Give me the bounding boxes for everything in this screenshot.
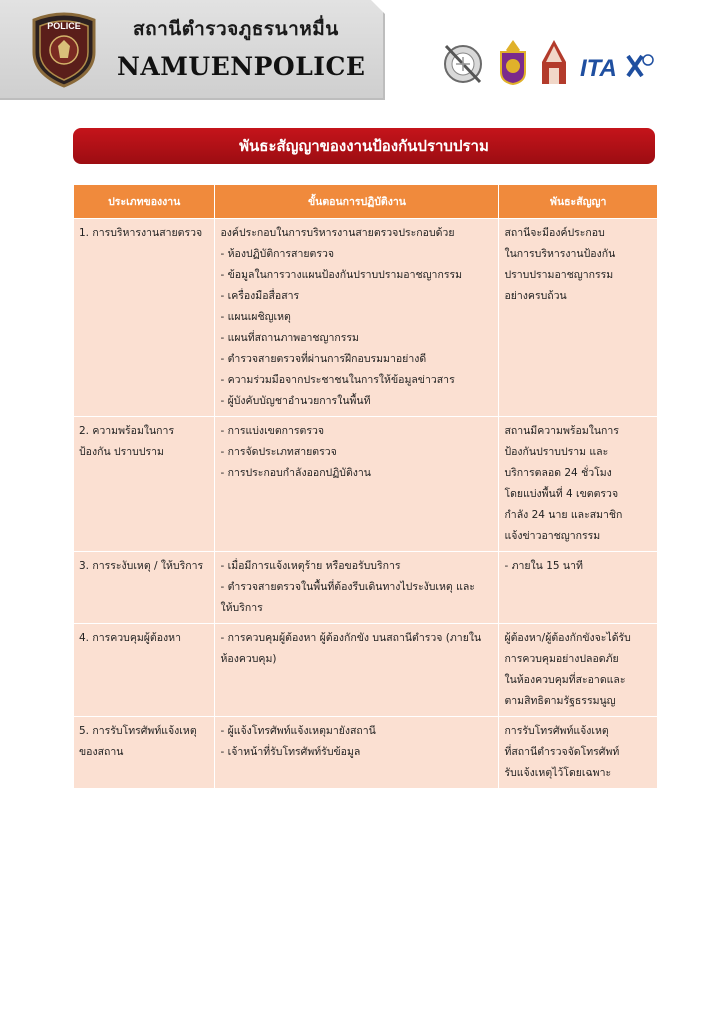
procedure-line: ให้บริการ: [220, 602, 263, 614]
procedure-line: - แผนที่สถานภาพอาชญากรรม: [220, 332, 359, 344]
procedure-cell: [215, 717, 499, 789]
commitment-line: - ภายใน 15 นาที: [504, 560, 583, 572]
procedure-line: - แผนเผชิญเหตุ: [220, 311, 291, 323]
police-emblem-icon: [440, 38, 486, 86]
banner-title: พันธะสัญญาของงานป้องกันปราบปราม: [239, 137, 489, 155]
procedure-line: - เครื่องมือสื่อสาร: [220, 290, 300, 302]
work-type-cell: [74, 219, 215, 417]
work-type-text: 4. การควบคุมผู้ต้องหา: [79, 632, 182, 644]
procedure-line: - เมื่อมีการแจ้งเหตุร้าย หรือขอรับบริการ: [220, 560, 401, 572]
table-row: [74, 417, 658, 552]
badge-label: POLICE: [47, 21, 81, 31]
procedure-line: องค์ประกอบในการบริหารงานสายตรวจประกอบด้วย: [220, 227, 455, 239]
procedure-line: - การประกอบกำลังออกปฏิบัติงาน: [220, 467, 371, 479]
commitment-line: สถานีจะมีองค์ประกอบ: [504, 227, 605, 239]
procedure-cell: [215, 219, 499, 417]
commitment-table: [73, 184, 658, 789]
procedure-line: - เจ้าหน้าที่รับโทรศัพท์รับข้อมูล: [220, 746, 361, 758]
procedure-line: - ความร่วมมือจากประชาชนในการให้ข้อมูลข่าวสาร: [220, 374, 455, 386]
commitment-line: ป้องกันปราบปราม และ: [504, 446, 609, 458]
station-name-thai: สถานีตำรวจภูธรนาหมื่น: [133, 18, 339, 40]
procedure-cell: [215, 624, 499, 717]
commitment-line: ที่สถานีตำรวจจัดโทรศัพท์: [504, 746, 620, 758]
commitment-line: อย่างครบถ้วน: [504, 290, 567, 302]
commitment-line: สถานมีความพร้อมในการ: [504, 425, 619, 437]
procedure-line: - ห้องปฏิบัติการสายตรวจ: [220, 248, 335, 260]
commitment-cell: [499, 219, 658, 417]
station-name-english: NAMUENPOLICE: [117, 52, 366, 81]
work-type-text: 2. ความพร้อมในการ ป้องกัน ปราบปราม: [79, 425, 175, 458]
header-commitment: พันธะสัญญา: [499, 185, 658, 219]
procedure-line: - ผู้แจ้งโทรศัพท์แจ้งเหตุมายังสถานี: [220, 725, 376, 737]
procedure-cell: [215, 417, 499, 552]
commitment-line: การรับโทรศัพท์แจ้งเหตุ: [504, 725, 609, 737]
commitment-line: ในห้องควบคุมที่สะอาดและ: [504, 674, 626, 686]
work-type-text: 1. การบริหารงานสายตรวจ: [79, 227, 203, 239]
table-header-row: [74, 185, 658, 219]
itax-logo-text: ITA: [580, 55, 617, 82]
work-type-cell: [74, 417, 215, 552]
commitment-line: ในการบริหารงานป้องกัน: [504, 248, 616, 260]
work-type-text: 5. การรับโทรศัพท์แจ้งเหตุ ของสถาน: [79, 725, 197, 758]
commitment-cell: [499, 417, 658, 552]
work-type-cell: [74, 552, 215, 624]
police-badge-icon: [30, 10, 98, 88]
table-row: [74, 219, 658, 417]
procedure-line: - ข้อมูลในการวางแผนป้องกันปราบปรามอาชญากรรม: [220, 269, 463, 281]
commitment-line: กำลัง 24 นาย และสมาชิก: [504, 509, 623, 521]
procedure-line: - ตำรวจสายตรวจที่ผ่านการฝึกอบรมมาอย่างดี: [220, 353, 427, 365]
header-work-type: ประเภทของงาน: [74, 185, 215, 219]
commitment-line: ตามสิทธิตามรัฐธรรมนูญ: [504, 695, 616, 707]
commitment-cell: [499, 552, 658, 624]
work-type-cell: [74, 624, 215, 717]
commitment-line: โดยแบ่งพื้นที่ 4 เขตตรวจ: [504, 488, 619, 500]
commitment-line: ผู้ต้องหา/ผู้ต้องกักขังจะได้รับ: [504, 632, 631, 644]
procedure-cell: [215, 552, 499, 624]
procedure-line: - การจัดประเภทสายตรวจ: [220, 446, 337, 458]
table-row: [74, 717, 658, 789]
commitment-line: การควบคุมอย่างปลอดภัย: [504, 653, 619, 665]
itax-logo-icon: [580, 52, 654, 82]
table-row: [74, 552, 658, 624]
procedure-line: - ผู้บังคับบัญชาอำนวยการในพื้นที: [220, 395, 371, 407]
header-plate: [0, 0, 385, 100]
section-banner: [73, 128, 655, 164]
header-procedure: ขั้นตอนการปฏิบัติงาน: [215, 185, 499, 219]
commitment-line: บริการตลอด 24 ชั่วโมง: [504, 467, 612, 479]
commitment-cell: [499, 717, 658, 789]
partner-logos: [440, 38, 655, 90]
work-type-cell: [74, 717, 215, 789]
royal-emblem-icon: [496, 38, 530, 86]
commitment-line: ปราบปรามอาชญากรรม: [504, 269, 614, 281]
procedure-line: ห้องควบคุม): [220, 653, 277, 665]
procedure-line: - ตำรวจสายตรวจในพื้นที่ต้องรีบเดินทางไประงับเหตุ และ: [220, 581, 475, 593]
procedure-line: - การควบคุมผู้ต้องหา ผู้ต้องกักขัง บนสถานีตำรวจ (ภายใน: [220, 632, 482, 644]
procedure-line: - การแบ่งเขตการตรวจ: [220, 425, 325, 437]
work-type-text: 3. การระงับเหตุ / ให้บริการ: [79, 560, 204, 572]
table-row: [74, 624, 658, 717]
commitment-cell: [499, 624, 658, 717]
commitment-line: รับแจ้งเหตุไว้โดยเฉพาะ: [504, 767, 612, 779]
temple-emblem-icon: [538, 38, 570, 86]
commitment-line: แจ้งข่าวอาชญากรรม: [504, 530, 601, 542]
